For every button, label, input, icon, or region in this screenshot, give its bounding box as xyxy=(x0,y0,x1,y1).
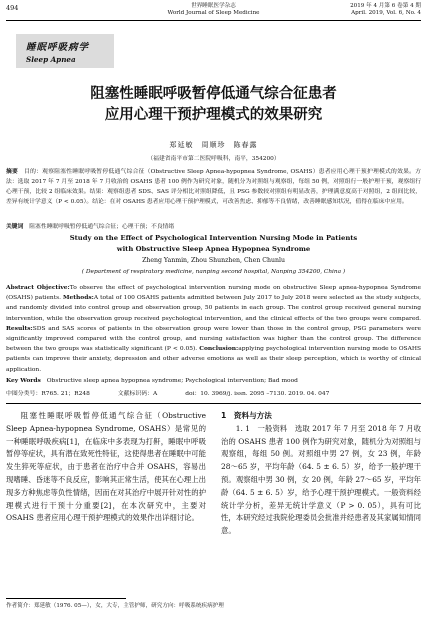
subsection-heading: 1. 1 一般资料 xyxy=(235,423,288,433)
keywords-zh-text: 阻塞性睡眠呼吸暂停低通气综合征；心理干预；不良情绪 xyxy=(29,224,175,230)
doi: doi：10. 3969/j. issn. 2095 –7130. 2019. 04. 047 xyxy=(185,391,330,397)
author-footnote: 作者简介：郑延敏（1976. 05—），女，大专，主管护师，研究方向：呼吸系统疾病护理 xyxy=(6,603,224,609)
abstract-zh xyxy=(6,167,421,207)
title-zh-line-2: 应用心理干预护理模式的效果研究 xyxy=(104,107,323,123)
journal-name-en: World Journal of Sleep Medicine xyxy=(167,10,260,16)
methods-text: A total of 100 OSAHS patients admitted between July 2017 to July 2018 were selected as the study subjects, and randomly divided into control group and observation group, 50 patients in each group. The control group received general nursing intervention, while the observation group received psychological intervention, and the clinical effects of the two groups were compared. xyxy=(6,295,422,322)
issue-info-en: April. 2019, Vol. 6, No. 4 xyxy=(351,10,421,16)
abstract-zh-label: 摘要 xyxy=(6,169,19,175)
affiliation-zh: （福建省南平市第二医院呼吸科，南平，354200） xyxy=(147,156,280,162)
body-column-right xyxy=(221,410,421,538)
header-divider xyxy=(6,20,421,21)
journal-name-zh: 世界睡眠医学杂志 xyxy=(191,3,236,9)
document-code: 文献标识码：A xyxy=(117,391,158,397)
footnote-divider xyxy=(6,598,126,599)
column-label-en: Sleep Apnea xyxy=(26,55,76,64)
keywords-zh-label: 关键词 xyxy=(6,224,24,230)
issue-info-zh: 2019 年 4 月第 6 卷第 4 期 xyxy=(350,3,421,9)
abstract-en xyxy=(6,283,421,375)
page-number: 494 xyxy=(6,4,19,12)
objective-label: Objective: xyxy=(36,284,70,291)
clc-number: 中图分类号：R765. 21；R248 xyxy=(6,391,90,397)
conclusion-text: applying psychological intervention nursing mode to OSAHS patients can improve their anxiety, depression and other adverse emotions as well as their sleep perception, which is worthy of clinical application. xyxy=(6,346,421,373)
title-zh-line-1: 阻塞性睡眠呼吸暂停低通气综合征患者 xyxy=(90,86,337,102)
section-heading: 1 资料与方法 xyxy=(221,411,272,420)
issue-info xyxy=(350,3,421,17)
abstract-zh-text: 目的：观察阻塞性睡眠呼吸暂停低通气综合征（Obstructive Sleep Apnea-hypopnea Syndrome, OSAHS）患者应用心理干预护理模式的效果。方法：选取 2017 年 7 月至 2018 年 7 月收治的 OSAHS 患者 100 例作为研究对象，随机分为对照组与观察组，每组 50 例，对照组行一般护理干预，观察组行心理干预，比较 2 组临床效果。结果：观察组患者 SDS、SAS 评分相比对照组降低，且 PSG 参数较对照组有明显改善，护理满意度高于对照组，2 组间比较，差异有统计学意义（P < 0.05）。结论：在对 OSAHS 患者应用心理干预护理模式，可改善焦虑、抑郁等不良情绪，改善睡眠感知状况，值得在临床中应用。 xyxy=(6,169,421,205)
abstract-divider xyxy=(6,403,421,404)
affiliation-en: ( Department of respiratory medicine, nanping second hospital, Nanping 354200, China ) xyxy=(81,269,346,275)
keywords-en xyxy=(6,376,421,386)
results-text: SDS and SAS scores of patients in the observation group were lower than those in the control group, PSG parameters were significantly improved compared with the control group, and nursing satisfaction was higher than the control group. The difference between the two groups was statistically significant (P < 0.05). xyxy=(6,325,421,353)
authors-zh: 郑延敏 周顺珍 陈春露 xyxy=(169,141,258,149)
body-column-left xyxy=(6,410,206,525)
intro-paragraph: 阻塞性睡眠呼吸暂停低通气综合征（Obstructive Sleep Apnea-hypopnea Syndrome, OSAHS）是常见的一种睡眠呼吸疾病[1]，在临床中多表现为打鼾，睡眠中呼吸暂停等症状，具有潜在致死性特征，这使得患者在睡眠中可能发生猝死等症状，由于患者在治疗中合并 OSAHS，容易出现嗜睡、昏迷等不良反应，影响其正常生活，使其在心理上出现多方种焦虑等负性情绪，因而在对其治疗中展开针对性的护理模式进行干预十分重要[2]，在本次研究中，主要对 OSAHS 患者应用心理干预护理模式的效果作出详细讨论。 xyxy=(6,411,206,523)
methods-label: Methods: xyxy=(63,294,94,302)
authors-en: Zheng Yanmin, Zhou Shunzhen, Chen Chunlu xyxy=(142,257,285,264)
subsection-text: 选取 2017 年 7 月至 2018 年 7 月收治的 OSAHS 患者 100 例作为研究对象，随机分为对照组与观察组，每组 50 例。对照组中男 27 例，女 23 例，年龄 28～65 岁，平均年龄（64. 5 ± 6. 5）岁，给予一般护理干预。观察组中男 30 例，女 20 例，年龄 27～65 岁，平均年龄（64. 5 ± 6. 5）岁，给予心理干预护理模式。一般资料经统计学分析，差异无统计学意义（P > 0. 05），具有可比性，本研究经过我院伦理委员会批准并经患者及其家属知情同意。 xyxy=(221,423,421,536)
objective-text: To observe the effect of psychological intervention nursing mode on obstructive Sleep apnea-hypopnea Syndrome (OSAHS) patients. xyxy=(6,285,422,302)
keywords-zh xyxy=(6,223,421,232)
keywords-en-label: Key Words xyxy=(6,377,41,384)
results-label: Results: xyxy=(6,324,33,332)
subsection-paragraph xyxy=(221,423,421,538)
keywords-en-text: Obstructive sleep apnea hypopnea syndrome; Psychological intervention; Bad mood xyxy=(46,378,298,384)
classification-line xyxy=(6,388,355,397)
conclusion-label: Conclusion: xyxy=(199,345,239,353)
title-en-line-1: Study on the Effect of Psychological Intervention Nursing Mode in Patients xyxy=(69,234,358,242)
abstract-en-label: Abstract xyxy=(6,284,34,291)
column-label-box xyxy=(16,34,114,68)
title-en-line-2: with Obstructive Sleep Apnea Hypopnea Syndrome xyxy=(116,245,311,253)
column-label-zh: 睡眠呼吸病学 xyxy=(26,42,90,53)
